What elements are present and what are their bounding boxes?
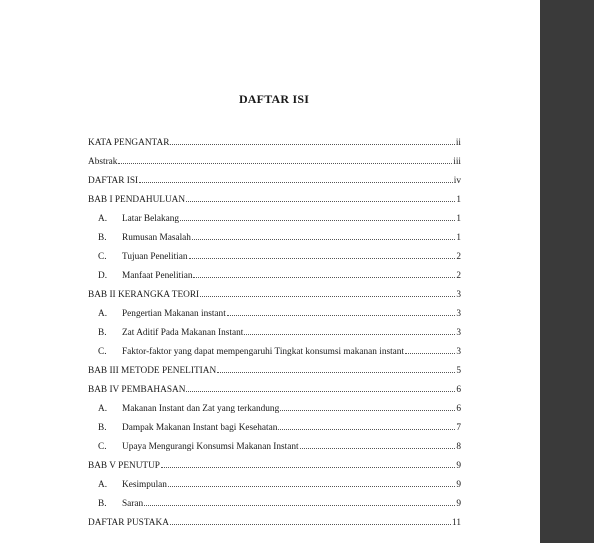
toc-entry-page-number: 11 [452, 518, 461, 528]
toc-entry-label: Manfaat Penelitian [122, 271, 193, 281]
dot-leader [200, 296, 455, 297]
toc-entry-label: Rumusan Masalah [122, 233, 191, 243]
toc-entry-label: BAB II KERANGKA TEORI [88, 290, 200, 300]
dot-leader [280, 410, 455, 411]
toc-entry[interactable] [88, 457, 461, 476]
toc-entry-label: Abstrak [88, 157, 118, 167]
dot-leader [405, 353, 455, 354]
dot-leader [186, 391, 455, 392]
dot-leader [244, 334, 455, 335]
table-of-contents [88, 134, 461, 533]
toc-entry-label: Faktor-faktor yang dapat mempengaruhi Tingkat konsumsi makanan instant [122, 347, 405, 357]
toc-entry-page-number: 1 [456, 214, 461, 224]
dot-leader [300, 448, 456, 449]
toc-entry-letter: A. [98, 404, 108, 414]
toc-entry-label: DAFTAR PUSTAKA [88, 518, 169, 528]
dot-leader [227, 315, 456, 316]
toc-entry[interactable] [88, 362, 461, 381]
toc-entry-label: Latar Belakang [122, 214, 180, 224]
toc-entry[interactable] [88, 343, 461, 362]
dot-leader [168, 486, 455, 487]
toc-entry[interactable] [88, 267, 461, 286]
toc-entry-page-number: 6 [456, 404, 461, 414]
toc-entry-letter: C. [98, 252, 107, 262]
toc-entry-letter: C. [98, 347, 107, 357]
toc-entry-page-number: 3 [456, 347, 461, 357]
toc-entry-letter: A. [98, 214, 108, 224]
toc-entry[interactable] [88, 438, 461, 457]
viewer-scroll-sidebar[interactable] [540, 0, 594, 543]
toc-entry-label: Kesimpulan [122, 480, 167, 490]
toc-entry-page-number: iii [453, 157, 461, 167]
dot-leader [186, 201, 455, 202]
toc-entry-label: Makanan Instant dan Zat yang terkandung [122, 404, 280, 414]
toc-entry-page-number: 1 [456, 233, 461, 243]
toc-entry[interactable] [88, 324, 461, 343]
dot-leader [161, 467, 455, 468]
page-title: DAFTAR ISI [238, 92, 310, 106]
toc-entry-label: Saran [122, 499, 144, 509]
toc-entry-label: Tujuan Penelitian [122, 252, 188, 262]
toc-entry-label: KATA PENGANTAR [88, 138, 170, 148]
toc-entry[interactable] [88, 153, 461, 172]
toc-entry-letter: A. [98, 480, 108, 490]
toc-entry[interactable] [88, 305, 461, 324]
toc-entry-page-number: 9 [456, 499, 461, 509]
dot-leader [189, 258, 456, 259]
toc-entry[interactable] [88, 191, 461, 210]
toc-entry[interactable] [88, 248, 461, 267]
toc-entry-page-number: 9 [456, 461, 461, 471]
toc-entry-letter: C. [98, 442, 107, 452]
toc-entry-label: BAB IV PEMBAHASAN [88, 385, 186, 395]
toc-entry[interactable] [88, 210, 461, 229]
dot-leader [180, 220, 455, 221]
toc-entry-page-number: 9 [456, 480, 461, 490]
dot-leader [118, 163, 452, 164]
dot-leader [170, 524, 451, 525]
toc-entry-letter: B. [98, 423, 107, 433]
toc-entry[interactable] [88, 172, 461, 191]
toc-entry-page-number: 3 [456, 309, 461, 319]
dot-leader [278, 429, 455, 430]
toc-entry[interactable] [88, 400, 461, 419]
toc-entry-label: DAFTAR ISI [88, 176, 139, 186]
toc-entry[interactable] [88, 381, 461, 400]
toc-entry-page-number: 3 [456, 290, 461, 300]
toc-entry-page-number: 1 [456, 195, 461, 205]
toc-entry[interactable] [88, 495, 461, 514]
toc-entry-label: Upaya Mengurangi Konsumsi Makanan Instant [122, 442, 299, 452]
toc-entry-page-number: 3 [456, 328, 461, 338]
toc-entry-label: Zat Aditif Pada Makanan Instant [122, 328, 244, 338]
toc-entry-letter: B. [98, 328, 107, 338]
dot-leader [139, 182, 453, 183]
toc-entry[interactable] [88, 514, 461, 533]
toc-entry-label: BAB III METODE PENELITIAN [88, 366, 217, 376]
toc-entry[interactable] [88, 286, 461, 305]
toc-entry-label: Dampak Makanan Instant bagi Kesehatan [122, 423, 278, 433]
toc-entry-letter: B. [98, 233, 107, 243]
dot-leader [144, 505, 455, 506]
dot-leader [192, 239, 455, 240]
dot-leader [193, 277, 455, 278]
toc-entry-letter: A. [98, 309, 108, 319]
toc-entry-label: BAB I PENDAHULUAN [88, 195, 186, 205]
dot-leader [217, 372, 455, 373]
toc-entry-page-number: 2 [456, 271, 461, 281]
toc-entry-page-number: 7 [456, 423, 461, 433]
toc-entry-label: BAB V PENUTUP [88, 461, 160, 471]
toc-entry[interactable] [88, 419, 461, 438]
toc-entry-page-number: 2 [456, 252, 461, 262]
dot-leader [170, 144, 454, 145]
toc-entry-letter: D. [98, 271, 108, 281]
toc-entry-page-number: iv [453, 176, 461, 186]
toc-entry-page-number: 6 [456, 385, 461, 395]
toc-entry-label: Pengertian Makanan instant [122, 309, 226, 319]
toc-entry-page-number: ii [455, 138, 461, 148]
toc-entry-letter: B. [98, 499, 107, 509]
toc-entry[interactable] [88, 476, 461, 495]
toc-entry-page-number: 5 [456, 366, 461, 376]
toc-entry[interactable] [88, 134, 461, 153]
toc-entry[interactable] [88, 229, 461, 248]
toc-entry-page-number: 8 [456, 442, 461, 452]
